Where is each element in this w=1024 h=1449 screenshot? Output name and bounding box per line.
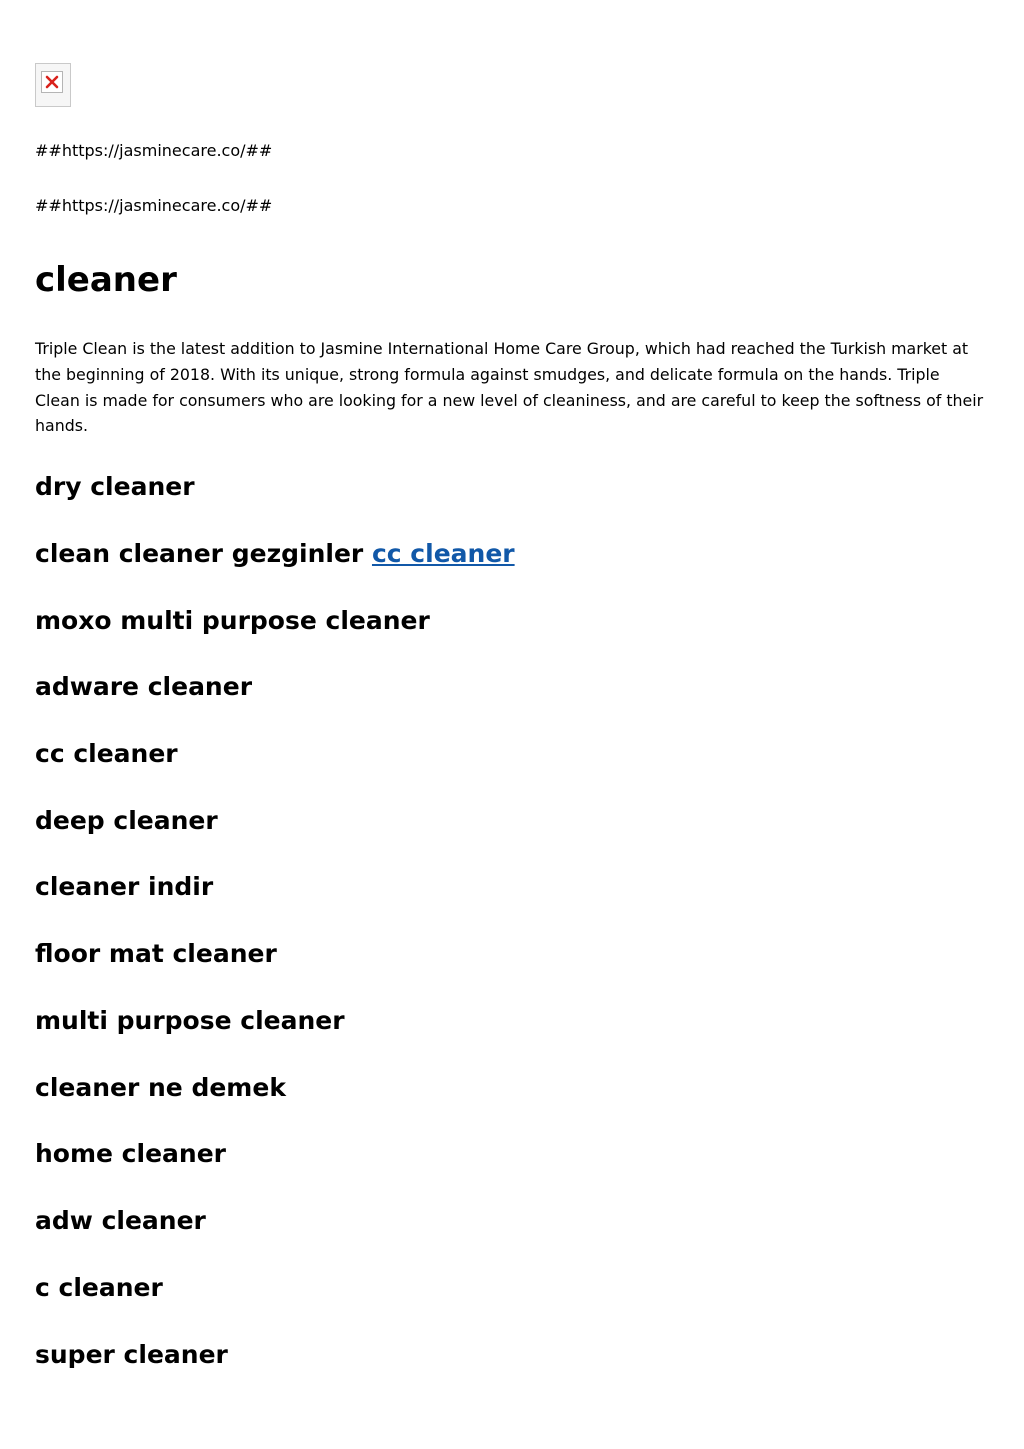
heading-cleaner-indir: cleaner indir — [35, 872, 214, 901]
source-url: ##https://jasminecare.co/## — [35, 196, 273, 215]
broken-image — [35, 63, 71, 107]
heading-text: clean cleaner gezginler — [35, 539, 364, 568]
heading-cleaner-ne-demek: cleaner ne demek — [35, 1073, 286, 1102]
heading-home-cleaner: home cleaner — [35, 1139, 226, 1168]
heading-adw-cleaner: adw cleaner — [35, 1206, 206, 1235]
heading-multi-purpose-cleaner: multi purpose cleaner — [35, 1006, 345, 1035]
heading-moxo-multi-purpose-cleaner: moxo multi purpose cleaner — [35, 606, 430, 635]
page-title: cleaner — [35, 260, 177, 300]
heading-dry-cleaner: dry cleaner — [35, 472, 195, 501]
broken-image-frame — [41, 71, 63, 93]
heading-deep-cleaner: deep cleaner — [35, 806, 218, 835]
heading-floor-mat-cleaner: floor mat cleaner — [35, 939, 277, 968]
source-url: ##https://jasminecare.co/## — [35, 141, 273, 160]
heading-cc-cleaner: cc cleaner — [35, 739, 178, 768]
intro-paragraph: Triple Clean is the latest addition to Jasmine International Home Care Group, which had reached the Turkish market at the beginning of 2018. With its unique, strong formula against smudges, and delicate formula on the hands. Triple Clean is made for consumers who are looking for a new level of cleaniness, and are careful to keep the softness of their hands. — [35, 339, 984, 436]
heading-c-cleaner: c cleaner — [35, 1273, 163, 1302]
heading-clean-cleaner-gezginler — [35, 537, 515, 571]
broken-image-icon — [45, 75, 59, 89]
cc-cleaner-link[interactable]: cc cleaner — [371, 539, 515, 568]
heading-adware-cleaner: adware cleaner — [35, 672, 253, 701]
heading-super-cleaner: super cleaner — [35, 1340, 228, 1369]
